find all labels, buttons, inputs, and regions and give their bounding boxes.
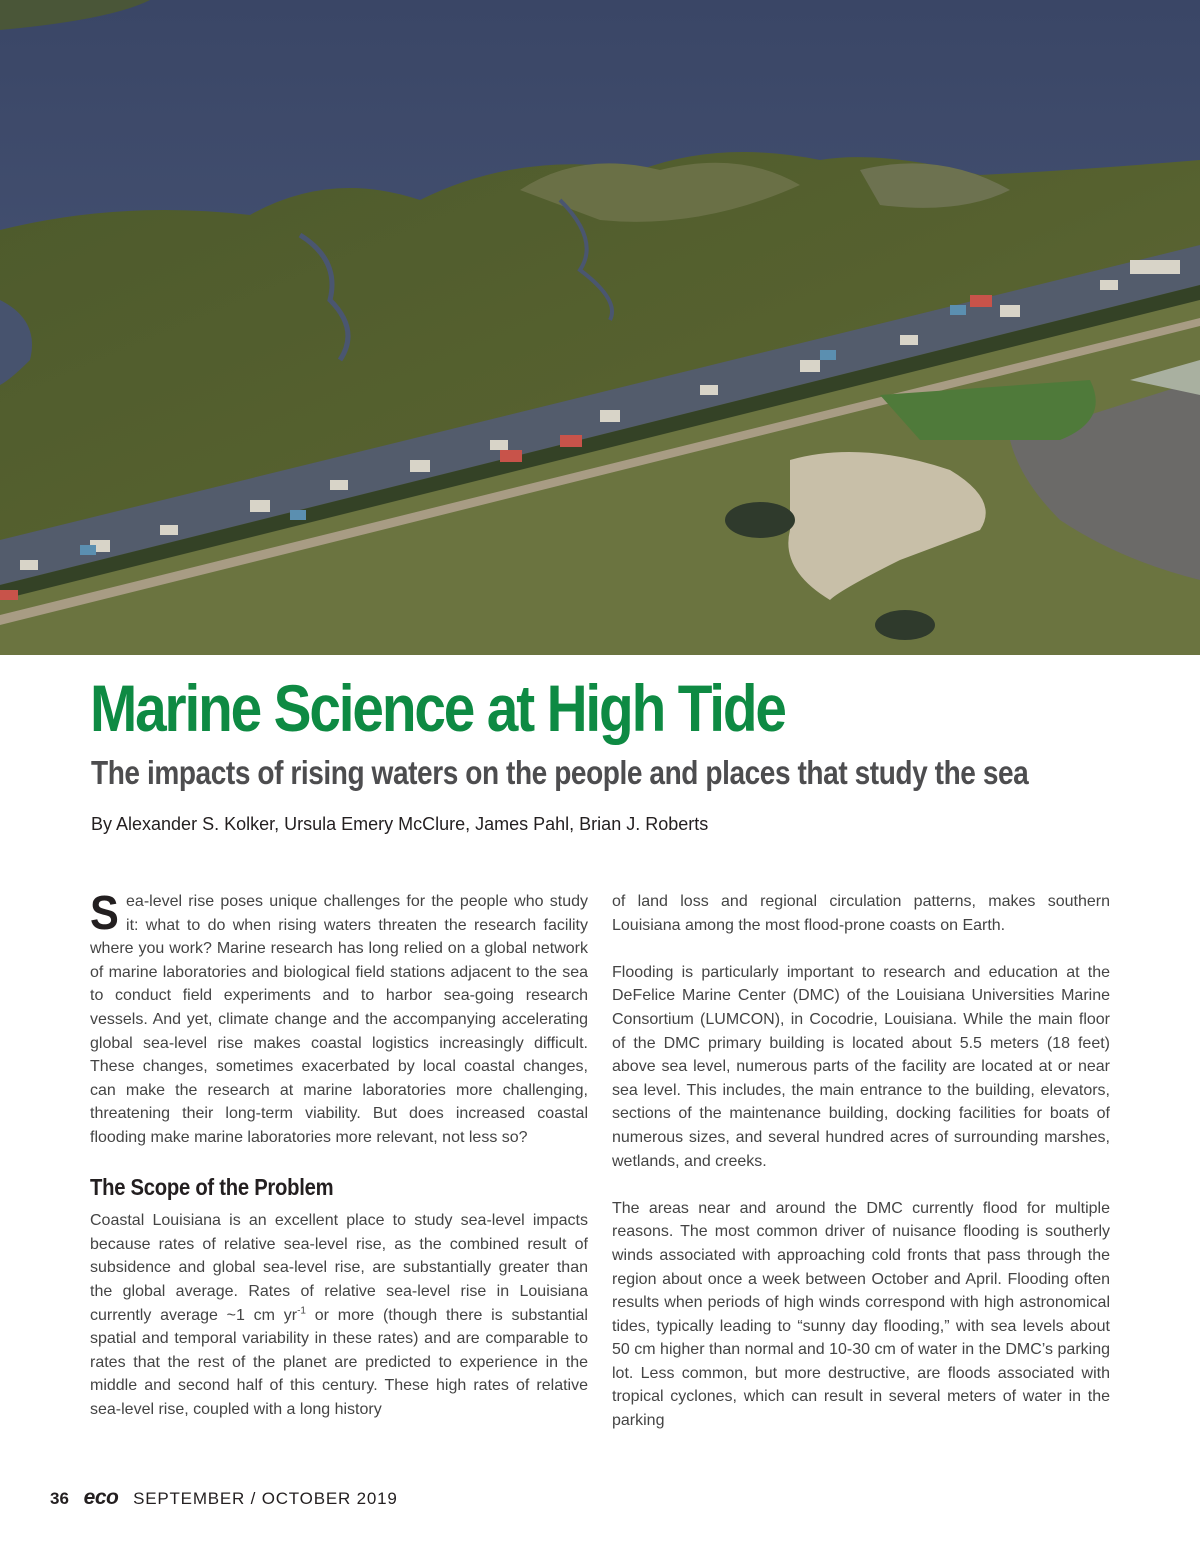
page-footer (50, 1486, 398, 1510)
hero-aerial-photo (0, 0, 1200, 655)
article-title: Marine Science at High Tide (90, 671, 785, 745)
issue-date: SEPTEMBER / OCTOBER 2019 (133, 1489, 398, 1508)
intro-paragraph (90, 887, 588, 1150)
superscript-exponent: -1 (297, 1305, 306, 1317)
article-subtitle: The impacts of rising waters on the people and places that study the sea (91, 754, 1029, 791)
drop-cap: S (90, 887, 119, 940)
page-number: 36 (50, 1489, 69, 1508)
right-paragraph-3: The areas near and around the DMC currently flood for multiple reasons. The most common driver of nuisance flooding is southerly winds associated with approaching cold fronts that pass through the region about once a week between October and April. Flooding often results when periods of high winds correspond with high astronomical tides, typically leading to “sunny day flooding,” with sea levels about 50 cm higher than normal and 10-30 cm of water in the DMC’s parking lot. Less common, but more destructive, are floods associated with tropical cyclones, which can result in several meters of water in the parking (612, 1199, 1110, 1430)
article-byline: By Alexander S. Kolker, Ursula Emery McClure, James Pahl, Brian J. Roberts (91, 814, 709, 834)
left-column (90, 887, 588, 1445)
right-paragraph-2: Flooding is particularly important to research and education at the DeFelice Marine Center (DMC) of the Louisiana Universities Marine Consortium (LUMCON), in Cocodrie, Louisiana. While the main floor of the DMC primary building is located about 5.5 meters (18 feet) above sea level, numerous parts of the facility are located at or near sea level. This includes, the main entrance to the building, elevators, sections of the maintenance building, docking facilities for boats of numerous sizes, and several hundred acres of surrounding marshes, wetlands, and creeks. (612, 963, 1110, 1170)
section-text-after: or more (though there is substantial spatial and temporal variability in these rates) and are comparable to rates that the rest of the planet are predicted to experience in the middle and second half of this century. These high rates of relative sea-level rise, coupled with a long history (90, 1306, 588, 1418)
section-text-before: Coastal Louisiana is an excellent place to study sea-level impacts because rates of relative sea-level rise, as the combined result of subsidence and global sea-level rise, are substantially greater than the global average. Rates of relative sea-level rise in Louisiana currently average ~1 cm yr (90, 1212, 588, 1324)
section-heading: The Scope of the Problem (90, 1174, 334, 1201)
right-paragraph-1: of land loss and regional circulation patterns, makes southern Louisiana among the most flood-prone coasts on Earth. (612, 893, 1110, 934)
magazine-logo: eco (83, 1486, 119, 1509)
aerial-photo-illustration (0, 0, 1200, 655)
intro-text: ea-level rise poses unique challenges for the people who study it: what to do when rising waters threaten the research facility where you work? Marine research has long relied on a global network of marine laboratories and biological field stations adjacent to the sea to conduct field experiments and to harbor sea-going research vessels. And yet, climate change and the accompanying accelerating global sea-level rise makes coastal logistics increasingly difficult. These changes, sometimes exacerbated by local coastal changes, can make the research at marine laboratories more challenging, threatening their long-term viability. But does increased coastal flooding make marine laboratories more relevant, not less so? (90, 893, 588, 1146)
right-column (612, 890, 1110, 1456)
section-paragraph (90, 1209, 588, 1421)
